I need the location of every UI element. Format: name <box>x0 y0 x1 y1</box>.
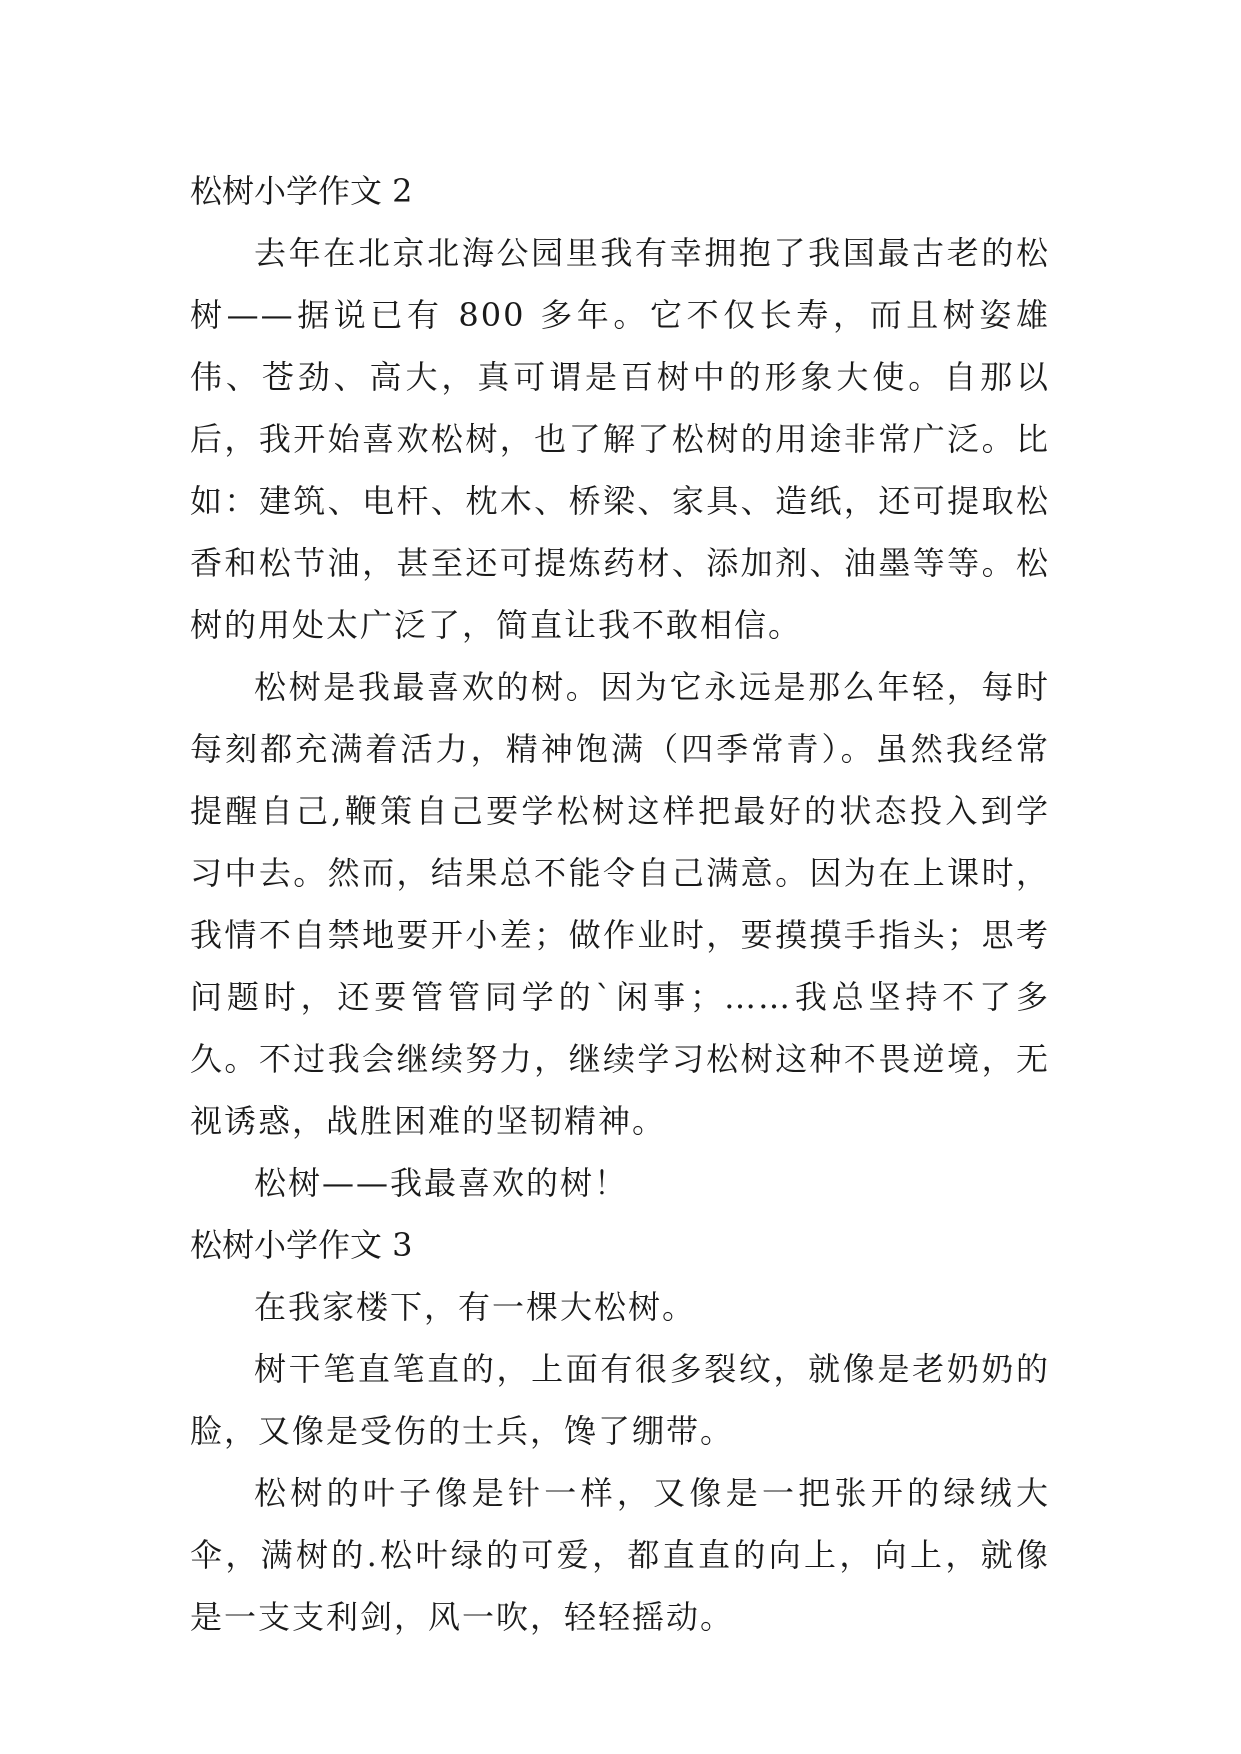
paragraph: 树干笔直笔直的，上面有很多裂纹，就像是老奶奶的脸，又像是受伤的士兵，馋了绷带。 <box>190 1350 1050 1450</box>
document-page <box>190 160 1050 1648</box>
paragraph: 松树是我最喜欢的树。因为它永远是那么年轻，每时每刻都充满着活力，精神饱满（四季常青）。虽然我经常提醒自己,鞭策自己要学松树这样把最好的状态投入到学习中去。然而，结果总不能令自己满意。因为在上课时，我情不自禁地要开小差；做作业时，要摸摸手指头；思考问题时，还要管管同学的`闲事；……我总坚持不了多久。不过我会继续努力，继续学习松树这种不畏逆境，无视诱惑，战胜困难的坚韧精神。 <box>190 668 1050 1140</box>
paragraph: 去年在北京北海公园里我有幸拥抱了我国最古老的松树——据说已有 800 多年。它不仅长寿，而且树姿雄伟、苍劲、高大，真可谓是百树中的形象大使。自那以后，我开始喜欢松树，也了解了松树的用途非常广泛。比如：建筑、电杆、枕木、桥梁、家具、造纸，还可提取松香和松节油，甚至还可提炼药材、添加剂、油墨等等。松树的用处太广泛了，简直让我不敢相信。 <box>190 234 1050 644</box>
section-title: 松树小学作文 3 <box>190 1226 413 1264</box>
paragraph: 松树的叶子像是针一样，又像是一把张开的绿绒大伞，满树的.松叶绿的可爱，都直直的向上，向上，就像是一支支利剑，风一吹，轻轻摇动。 <box>190 1474 1050 1636</box>
paragraph: 松树——我最喜欢的树！ <box>254 1164 629 1202</box>
section-title: 松树小学作文 2 <box>190 172 413 210</box>
paragraph: 在我家楼下，有一棵大松树。 <box>254 1288 697 1326</box>
